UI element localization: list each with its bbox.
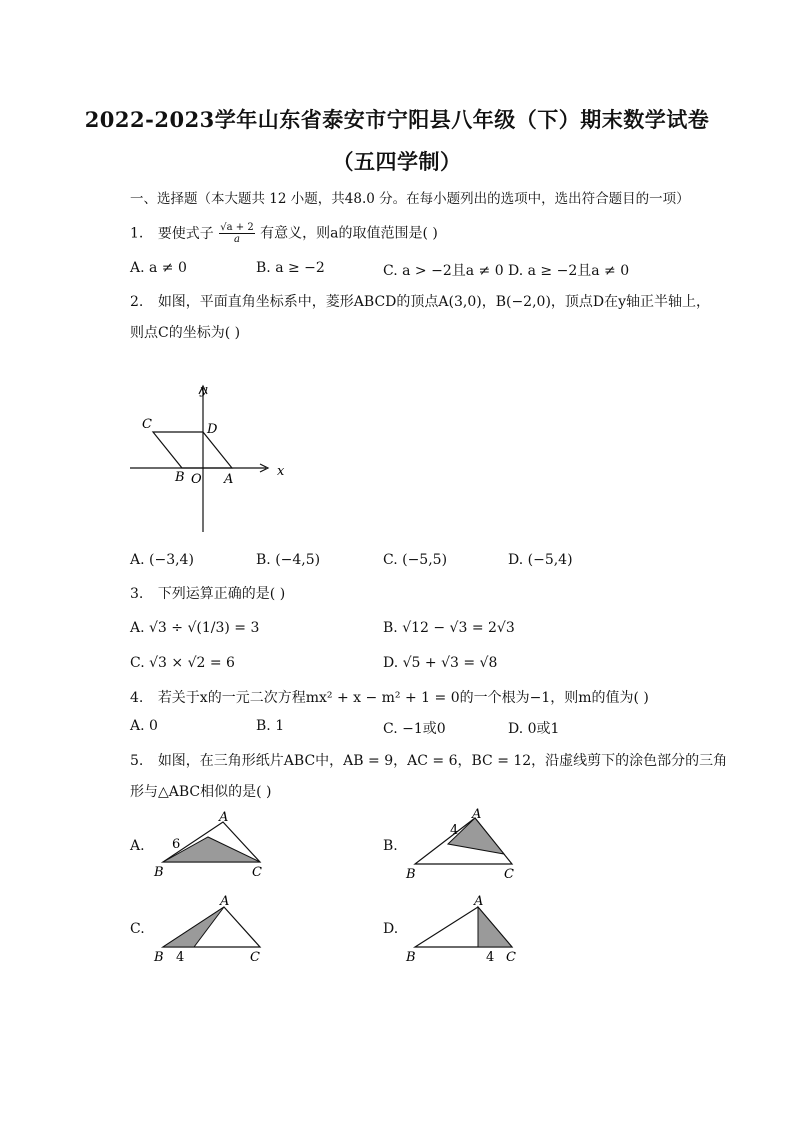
label-b: B	[175, 470, 185, 485]
label-c: C	[504, 867, 514, 881]
q4-option-d: D. 0或1	[508, 721, 560, 737]
question-number: 5.	[130, 753, 144, 769]
q2-option-c: C. (−5,5)	[383, 552, 448, 568]
coordinate-figure	[120, 380, 300, 540]
question-text-line1: 如图，在三角形纸片ABC中，AB = 9，AC = 6，BC = 12，沿虚线剪下的涂色部分的三角	[157, 753, 728, 769]
question-text-prefix: 要使式子	[157, 225, 214, 242]
question-2	[130, 291, 710, 311]
label-c: C	[142, 417, 152, 432]
question-2-line2: 则点C的坐标为( )	[130, 325, 241, 341]
question-text: 下列运算正确的是( )	[157, 586, 286, 602]
figure-c	[148, 890, 278, 965]
q2-option-b: B. (−4,5)	[256, 552, 321, 568]
figure-b	[400, 806, 530, 881]
fraction-denominator: a	[234, 234, 240, 245]
question-5	[130, 750, 727, 770]
q5-option-d-letter: D.	[383, 921, 399, 937]
q3-option-b: B. √12 − √3 = 2√3	[383, 620, 515, 636]
fraction-numerator: √a + 2	[220, 222, 254, 233]
label-a: A	[220, 894, 230, 909]
label-y: y	[200, 383, 208, 398]
q3-option-a: A. √3 ÷ √(1/3) = 3	[130, 620, 260, 636]
question-3	[130, 583, 285, 603]
question-4	[130, 687, 649, 707]
label-length: 4	[176, 950, 185, 965]
question-5-line2: 形与△ABC相似的是( )	[130, 784, 272, 800]
question-text-line1: 如图，平面直角坐标系中，菱形ABCD的顶点A(3,0)，B(−2,0)，顶点D在y轴正半轴上，	[157, 294, 711, 310]
q1-option-c: C. a > −2且a ≠ 0	[383, 263, 504, 279]
question-number: 4.	[130, 690, 144, 706]
label-b: B	[406, 867, 416, 881]
fraction	[219, 222, 254, 245]
q3-option-d: D. √5 + √3 = √8	[383, 655, 498, 671]
q3-option-c: C. √3 × √2 = 6	[130, 655, 235, 671]
q5-option-b-letter: B.	[383, 838, 398, 854]
page-subtitle: （五四学制）	[332, 149, 462, 174]
shaded-triangle	[163, 907, 224, 947]
rhombus-abcd	[153, 432, 232, 468]
figure-a	[148, 806, 278, 881]
label-c: C	[250, 950, 260, 965]
label-b: B	[154, 950, 164, 965]
q1-option-a: A. a ≠ 0	[130, 260, 187, 276]
question-text: 若关于x的一元二次方程mx² + x − m² + 1 = 0的一个根为−1，则m的值为( )	[157, 690, 649, 706]
label-a: A	[224, 472, 234, 487]
label-x: x	[277, 464, 285, 479]
question-text-suffix: 有意义，则a的取值范围是( )	[260, 225, 438, 242]
label-a: A	[474, 894, 484, 909]
label-length: 4	[486, 950, 495, 965]
label-a: A	[472, 807, 482, 822]
q2-option-a: A. (−3,4)	[130, 552, 194, 568]
q4-option-a: A. 0	[130, 718, 158, 734]
label-d: D	[207, 422, 218, 437]
label-o: O	[191, 472, 202, 487]
q1-option-b: B. a ≥ −2	[256, 260, 325, 276]
label-a: A	[219, 810, 229, 825]
label-c: C	[252, 865, 262, 880]
section-heading: 一、选择题（本大题共 12 小题，共48.0 分。在每小题列出的选项中，选出符合题目的一项）	[130, 191, 690, 207]
label-b: B	[406, 950, 416, 965]
label-length: 4	[450, 823, 459, 838]
figure-d	[400, 890, 530, 965]
page-title: 2022-2023学年山东省泰安市宁阳县八年级（下）期末数学试卷	[84, 107, 710, 132]
shaded-triangle	[478, 907, 512, 947]
q5-option-a-letter: A.	[130, 838, 145, 854]
q4-option-c: C. −1或0	[383, 721, 446, 737]
question-number: 2.	[130, 294, 144, 310]
label-c: C	[506, 950, 516, 965]
q1-option-d: D. a ≥ −2且a ≠ 0	[508, 263, 630, 279]
label-length: 6	[172, 837, 181, 852]
q4-option-b: B. 1	[256, 718, 285, 734]
question-1	[130, 222, 438, 245]
question-number: 3.	[130, 586, 144, 602]
q2-option-d: D. (−5,4)	[508, 552, 573, 568]
question-number: 1.	[130, 225, 144, 242]
q5-option-c-letter: C.	[130, 921, 145, 937]
label-b: B	[154, 865, 164, 880]
